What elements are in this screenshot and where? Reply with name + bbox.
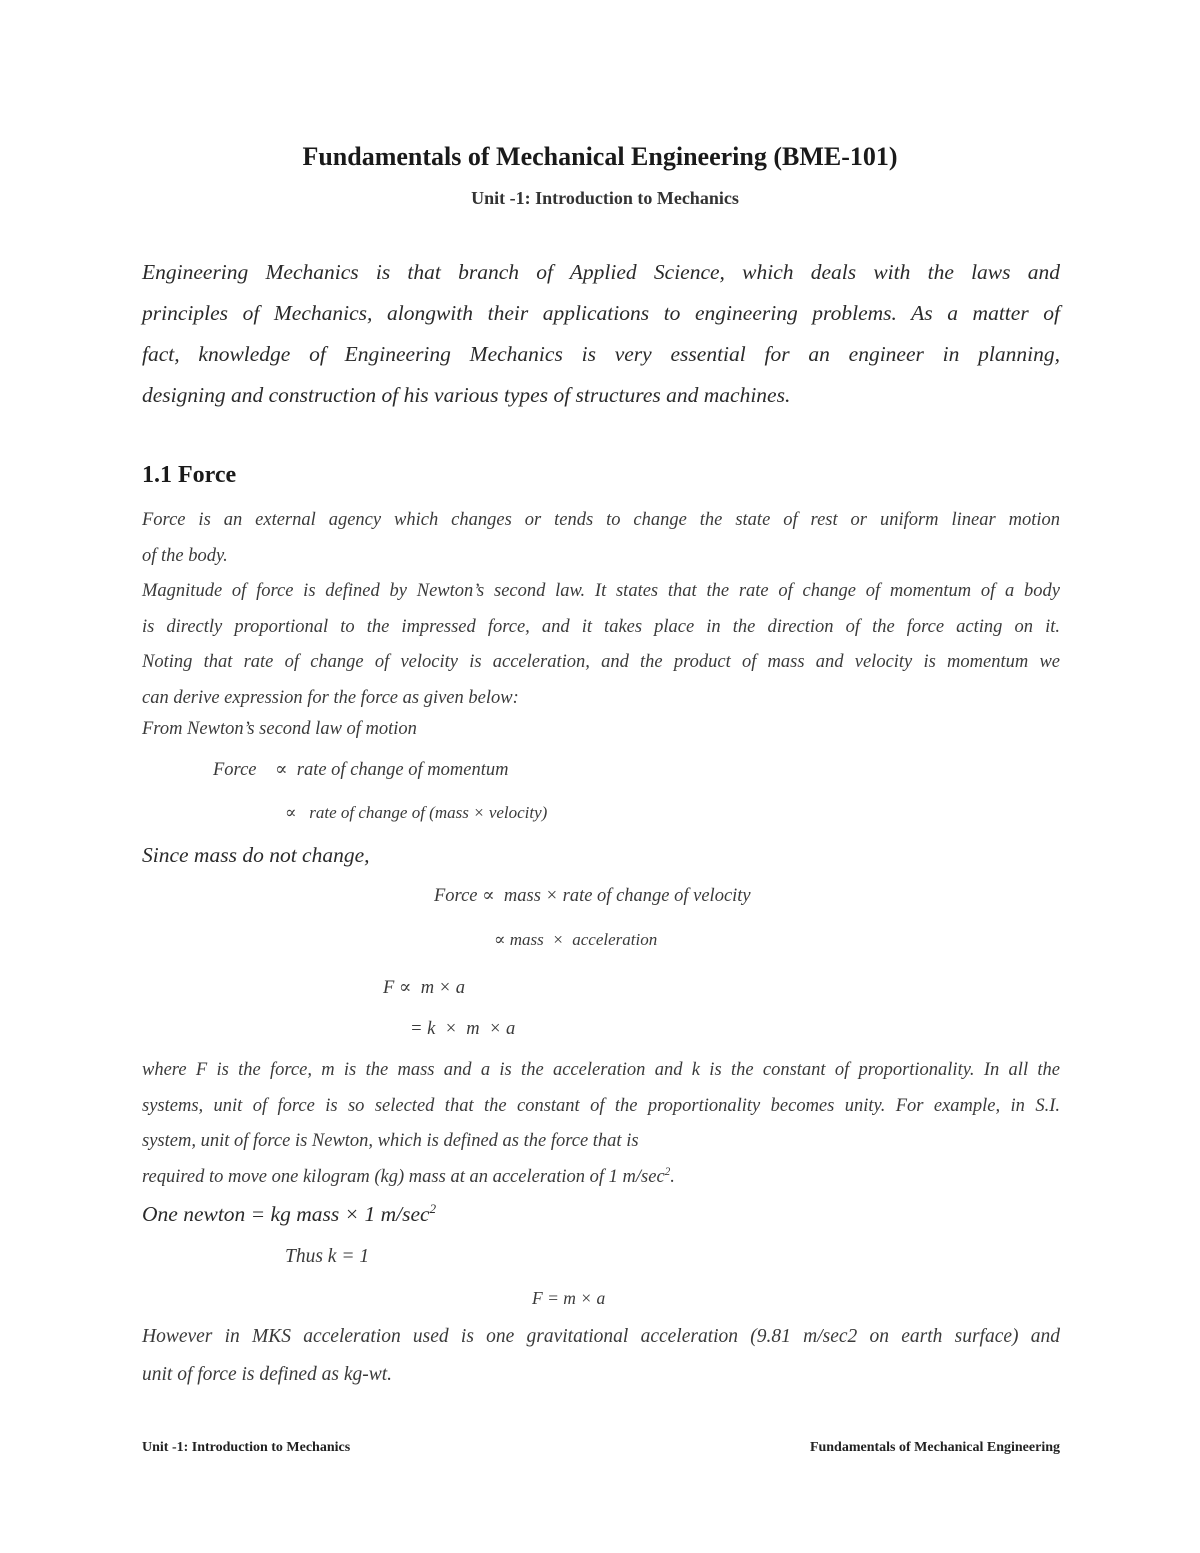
equation-f-k: = k × m × a (410, 1019, 516, 1039)
intro-line: principles of Mechanics, alongwith their applications to engineering problems. As a matter of (142, 301, 1060, 325)
paragraph-line: is directly proportional to the impressed force, and it takes place in the direction of the force acting on it. (142, 616, 1060, 637)
intro-line: designing and construction of his various types of structures and machines. (142, 383, 791, 407)
mks-paragraph (142, 1318, 1060, 1394)
footer-right: Fundamentals of Mechanical Engineering (809, 1440, 1060, 1455)
paragraph-line: Force is an external agency which changes or tends to change the state of rest or uniform linear motion (142, 510, 1060, 530)
paragraph-line: where F is the force, m is the mass and a is the acceleration and k is the constant of proportionality. In all the (142, 1060, 1060, 1080)
thus-k-line: Thus k = 1 (285, 1246, 370, 1267)
section-heading: 1.1 Force (142, 462, 237, 488)
footer-left: Unit -1: Introduction to Mechanics (142, 1440, 351, 1455)
paragraph-line (142, 1160, 1060, 1196)
document-title: Fundamentals of Mechanical Engineering (BME-101) (302, 142, 898, 171)
equation-force-momentum: Force ∝ rate of change of momentum (213, 760, 509, 780)
intro-line: Engineering Mechanics is that branch of Applied Science, which deals with the laws and (142, 260, 1060, 284)
equation-force-mass-velocity: Force ∝ mass × rate of change of velocity (434, 886, 751, 906)
paragraph-text: . (670, 1166, 675, 1187)
paragraph-line: can derive expression for the force as given below: (142, 687, 519, 708)
proportionality-paragraph (142, 1053, 1060, 1195)
superscript: 2 (664, 1165, 671, 1178)
paragraph-line: of the body. (142, 545, 228, 566)
one-newton-line (142, 1202, 436, 1227)
paragraph-line: systems, unit of force is so selected that the constant of the proportionality becomes unity. For example, in S.I. (142, 1095, 1060, 1116)
since-mass-line: Since mass do not change, (142, 843, 370, 867)
paragraph-line: system, unit of force is Newton, which is defined as the force that is (142, 1131, 639, 1151)
equation-mass-acceleration: ∝ mass × acceleration (494, 930, 658, 949)
intro-line: fact, knowledge of Engineering Mechanics is very essential for an engineer in planning, (142, 342, 1060, 366)
paragraph-line: Magnitude of force is defined by Newton’s second law. It states that the rate of change of momentum of a body (142, 581, 1060, 601)
from-newton-line: From Newton’s second law of motion (142, 719, 417, 739)
paragraph-line: unit of force is defined as kg-wt. (142, 1364, 393, 1385)
equation-f-ma: F = m × a (532, 1288, 606, 1308)
superscript: 2 (429, 1201, 437, 1216)
paragraph-line: Noting that rate of change of velocity is acceleration, and the product of mass and velocity is momentum we (142, 652, 1060, 672)
equation-mass-velocity: ∝ rate of change of (mass × velocity) (285, 803, 548, 822)
newton-law-paragraph (142, 574, 1060, 716)
document-subtitle: Unit -1: Introduction to Mechanics (471, 188, 739, 208)
equation-f-proportional: F ∝ m × a (383, 978, 466, 998)
one-newton-text: One newton = kg mass × 1 m/sec (142, 1202, 430, 1226)
intro-paragraph (142, 252, 1060, 416)
force-definition-paragraph (142, 503, 1060, 574)
paragraph-line: However in MKS acceleration used is one gravitational acceleration (9.81 m/sec2 on earth surface) and (142, 1326, 1060, 1347)
paragraph-text: required to move one kilogram (kg) mass at an acceleration of 1 m/sec (142, 1166, 665, 1187)
